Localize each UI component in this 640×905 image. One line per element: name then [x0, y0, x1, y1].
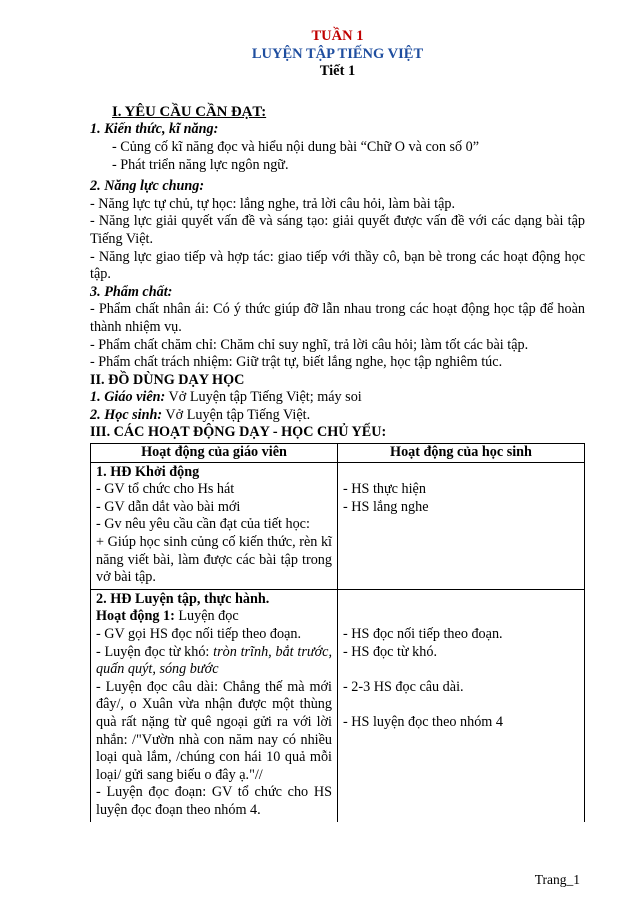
- teacher-label: 1. Giáo viên:: [90, 389, 166, 406]
- qualities-item: - Phẩm chất chăm chỉ: Chăm chỉ suy nghĩ, trả lời câu hỏi; làm tốt các bài tập.: [90, 336, 529, 353]
- table-row: [91, 589, 585, 821]
- student-step: - HS lắng nghe: [343, 498, 429, 515]
- teacher-step: - Luyện đọc đoạn: GV tổ chức cho HS luyện đọc đoạn theo nhóm 4.: [96, 784, 332, 818]
- knowledge-title: 1. Kiến thức, kĩ năng:: [90, 121, 219, 138]
- student-cell: [338, 589, 585, 821]
- teacher-step: + Giúp học sinh củng cố kiến thức, rèn kĩ năng viết bài, làm được các bài tập trong vở bài tập.: [96, 534, 332, 586]
- block-title: 1. HĐ Khởi động: [96, 463, 200, 480]
- qualities-item: - Phẩm chất nhân ái: Có ý thức giúp đỡ lẫn nhau trong các hoạt động học tập để hoàn thành nhiệm vụ.: [90, 301, 585, 335]
- general-title: 2. Năng lực chung:: [90, 178, 205, 195]
- student-label: 2. Học sinh:: [90, 406, 163, 423]
- activities-table: [90, 443, 585, 821]
- teacher-step: - Luyện đọc câu dài: Chẳng thế mà mới đây/, o Xuân vừa nhận được một thùng quà rất nặng từ quê ngoại gửi ra với lời nhắn: /"Vườn nhà con năm nay có nhiều loại quà lắm, /chúng con hái 10 quả mỗi loại/ gửi sang biếu o đây ạ."//: [96, 678, 332, 783]
- activity-heading: [96, 608, 332, 626]
- teacher-step: - GV dẫn dắt vào bài mới: [96, 498, 241, 515]
- teacher-step: - GV gọi HS đọc nối tiếp theo đoạn.: [96, 626, 302, 642]
- activity-label: Hoạt động 1:: [96, 608, 175, 625]
- knowledge-item: - Củng cố kĩ năng đọc và hiểu nội dung bài “Chữ O và con số 0”: [112, 138, 480, 155]
- table-row: [91, 462, 585, 589]
- section3-title: III. CÁC HOẠT ĐỘNG DẠY - HỌC CHỦ YẾU:: [90, 424, 387, 441]
- column-header-student: Hoạt động của học sinh: [338, 444, 585, 463]
- student-step: - HS luyện đọc theo nhóm 4: [343, 713, 503, 730]
- student-cell: [338, 462, 585, 589]
- knowledge-item: - Phát triển năng lực ngôn ngữ.: [112, 156, 289, 173]
- section1-title: I. YÊU CẦU CẦN ĐẠT:: [112, 103, 267, 120]
- qualities-title: 3. Phẩm chất:: [90, 283, 173, 300]
- qualities-item: - Phẩm chất trách nhiệm: Giữ trật tự, biết lắng nghe, học tập nghiêm túc.: [90, 354, 503, 371]
- table-header-row: [91, 444, 585, 463]
- student-step: - HS đọc nối tiếp theo đoạn.: [343, 626, 503, 642]
- general-item: - Năng lực tự chủ, tự học: lắng nghe, trả lời câu hỏi, làm bài tập.: [90, 195, 456, 212]
- week-title: TUẦN 1: [311, 28, 364, 44]
- activity-text: Luyện đọc: [174, 608, 239, 625]
- document-page: [90, 28, 585, 822]
- teacher-step: - GV tổ chức cho Hs hát: [96, 481, 235, 498]
- student-step: - 2-3 HS đọc câu dài.: [343, 678, 464, 695]
- general-item: - Năng lực giao tiếp và hợp tác: giao tiếp với thầy cô, bạn bè trong các hoạt động học tập.: [90, 248, 585, 283]
- page-number: Trang_1: [534, 872, 580, 888]
- student-step: - HS đọc từ khó.: [343, 643, 437, 660]
- student-supplies: [90, 407, 585, 425]
- subject-title: LUYỆN TẬP TIẾNG VIỆT: [251, 45, 424, 62]
- section2-title: II. ĐỒ DÙNG DẠY HỌC: [90, 371, 245, 388]
- student-text: Vở Luyện tập Tiếng Việt.: [162, 406, 311, 423]
- teacher-supplies: [90, 389, 585, 407]
- column-header-teacher: Hoạt động của giáo viên: [91, 444, 338, 463]
- general-item: - Năng lực giải quyết vấn đề và sáng tạo: giải quyết được vấn đề với các dạng bài tập Tiếng Việt.: [90, 213, 585, 247]
- teacher-step: [96, 644, 332, 679]
- lesson-title: Tiết 1: [319, 63, 356, 80]
- hard-words-prefix: - Luyện đọc từ khó:: [96, 643, 214, 660]
- block-title: 2. HĐ Luyện tập, thực hành.: [96, 590, 270, 607]
- teacher-text: Vở Luyện tập Tiếng Việt; máy soi: [165, 389, 362, 406]
- teacher-cell: [91, 589, 338, 821]
- teacher-step: - Gv nêu yêu cầu cần đạt của tiết học:: [96, 516, 310, 533]
- hard-words: tròn trĩnh, bắt trước, quấn quýt, sóng bước: [96, 643, 332, 678]
- student-step: - HS thực hiện: [343, 481, 426, 498]
- teacher-cell: [91, 462, 338, 589]
